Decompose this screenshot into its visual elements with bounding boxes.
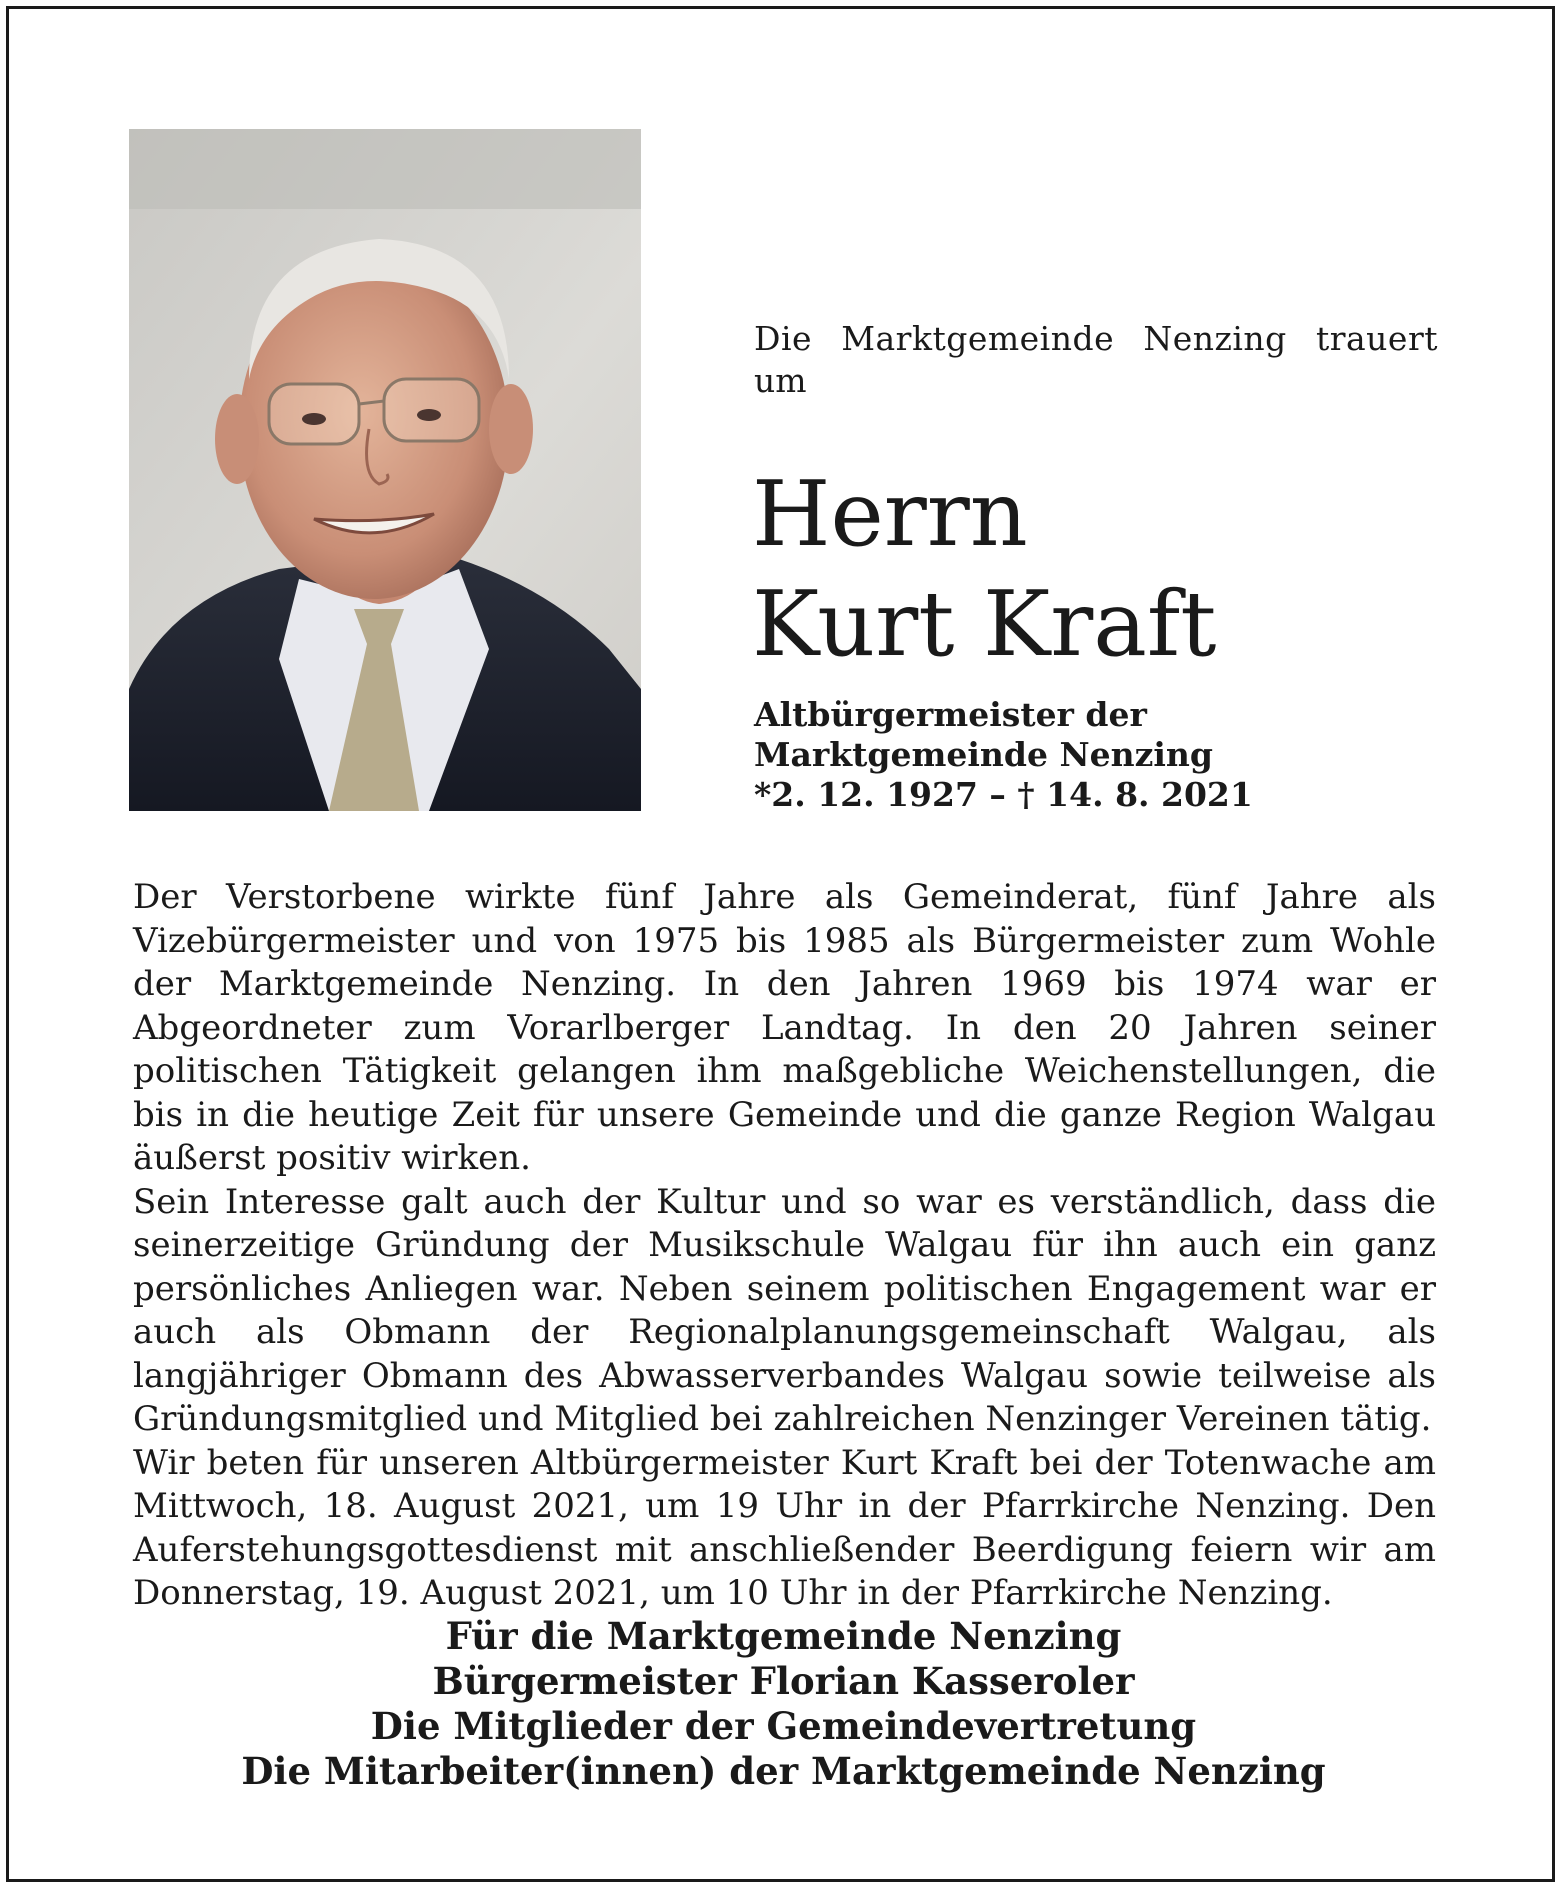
deceased-name <box>752 460 1216 680</box>
title-line-2: Marktgemeinde Nenzing <box>754 735 1213 774</box>
paragraph-funeral: Wir beten für unseren Altbürgermeister Kurt Kraft bei der Totenwache am Mittwoch, 18. August 2021, um 19 Uhr in der Pfarrkirche Nenzing. Den Auferstehungsgottesdienst mit anschließender Beerdigung feiern wir am Donnerstag, 19. August 2021, um 10 Uhr in der Pfarrkirche Nenzing. <box>133 1442 1436 1613</box>
signoff-line-4: Die Mitarbeiter(innen) der Marktgemeinde Nenzing <box>241 1749 1326 1793</box>
name-full: Kurt Kraft <box>752 572 1217 677</box>
intro-line-end: um <box>754 361 807 400</box>
portrait-illustration <box>129 129 641 811</box>
signoff-block <box>0 1614 1567 1794</box>
deceased-title <box>754 695 1253 815</box>
paragraph-culture: Sein Interesse galt auch der Kultur und so war es verständlich, dass die seinerzeitige Gründung der Musikschule Walgau für ihn auch ein ganz persönliches Anliegen war. Neben seinem politischen Engagement war er auch als Obmann der Regionalplanungsgemeinschaft Walgau, als langjähriger Obmann des Abwasserverbandes Walgau sowie teilweise als Gründungsmitglied und Mitglied bei zahlreichen Nenzinger Vereinen tätig. <box>133 1181 1436 1439</box>
obituary-text <box>133 876 1436 1616</box>
signoff-line-2: Bürgermeister Florian Kasseroler <box>432 1659 1135 1703</box>
name-salutation: Herrn <box>752 462 1028 567</box>
signoff-line-1: Für die Marktgemeinde Nenzing <box>445 1614 1122 1658</box>
life-dates: *2. 12. 1927 – † 14. 8. 2021 <box>754 775 1253 814</box>
portrait-photo <box>129 129 641 811</box>
paragraph-career: Der Verstorbene wirkte fünf Jahre als Gemeinderat, fünf Jahre als Vizebürgermeister und von 1975 bis 1985 als Bürgermeister zum Wohle der Marktgemeinde Nenzing. In den Jahren 1969 bis 1974 war er Abgeordneter zum Vorarlberger Landtag. In den 20 Jahren seiner politischen Tätigkeit gelangen ihm maßgebliche Weichenstellungen, die bis in die heutige Zeit für unsere Gemeinde und die ganze Region Walgau äußerst positiv wirken. <box>133 877 1436 1178</box>
intro-line: Die Marktgemeinde Nenzing trauert <box>754 319 1438 358</box>
title-line-1: Altbürgermeister der <box>754 695 1147 734</box>
signoff-line-3: Die Mitglieder der Gemeindevertretung <box>370 1704 1197 1748</box>
